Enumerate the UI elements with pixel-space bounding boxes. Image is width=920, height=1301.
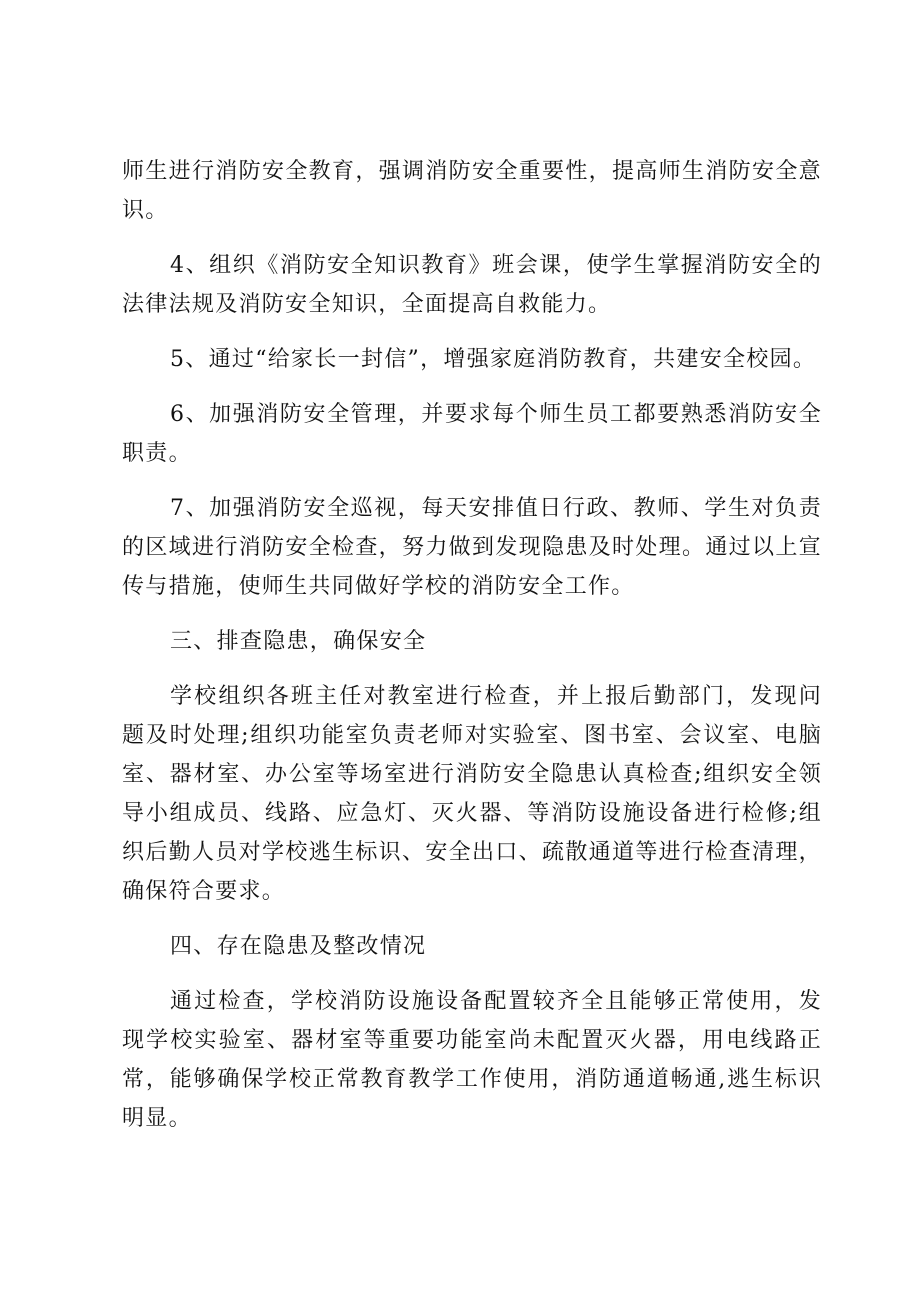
paragraph-inspection: 学校组织各班主任对教室进行检查，并上报后勤部门，发现问题及时处理;组织功能室负责老师对实验室、图书室、会议室、电脑室、器材室、办公室等场室进行消防安全隐患认真检查;组织安全领导小组成员、线路、应急灯、灭火器、等消防设施设备进行检修;组织后勤人员对学校逃生标识、安全出口、疏散通道等进行检查清理，确保符合要求。: [122, 684, 822, 904]
paragraph-item-7: 7、加强消防安全巡视，每天安排值日行政、教师、学生对负责的区域进行消防安全检查，努力做到发现隐患及时处理。通过以上宣传与措施，使师生共同做好学校的消防安全工作。: [122, 496, 822, 599]
paragraph-rectification: 通过检查，学校消防设施设备配置较齐全且能够正常使用，发现学校实验室、器材室等重要功能室尚未配置灭火器，用电线路正常，能够确保学校正常教育教学工作使用，消防通道畅通,逃生标识明显。: [122, 989, 822, 1131]
paragraph-item-4: 4、组织《消防安全知识教育》班会课，使学生掌握消防安全的法律法规及消防安全知识，全面提高自救能力。: [122, 253, 822, 317]
paragraph-item-5: 5、通过“给家长一封信”，增强家庭消防教育，共建安全校园。: [170, 347, 817, 372]
paragraph-continuation: 师生进行消防安全教育，强调消防安全重要性，提高师生消防安全意识。: [122, 159, 822, 223]
paragraph-item-6: 6、加强消防安全管理，并要求每个师生员工都要熟悉消防安全职责。: [122, 402, 822, 466]
document-body: [122, 152, 822, 1154]
section-heading-3: 三、排查隐患，确保安全: [170, 629, 427, 654]
section-heading-4: 四、存在隐患及整改情况: [170, 934, 427, 959]
